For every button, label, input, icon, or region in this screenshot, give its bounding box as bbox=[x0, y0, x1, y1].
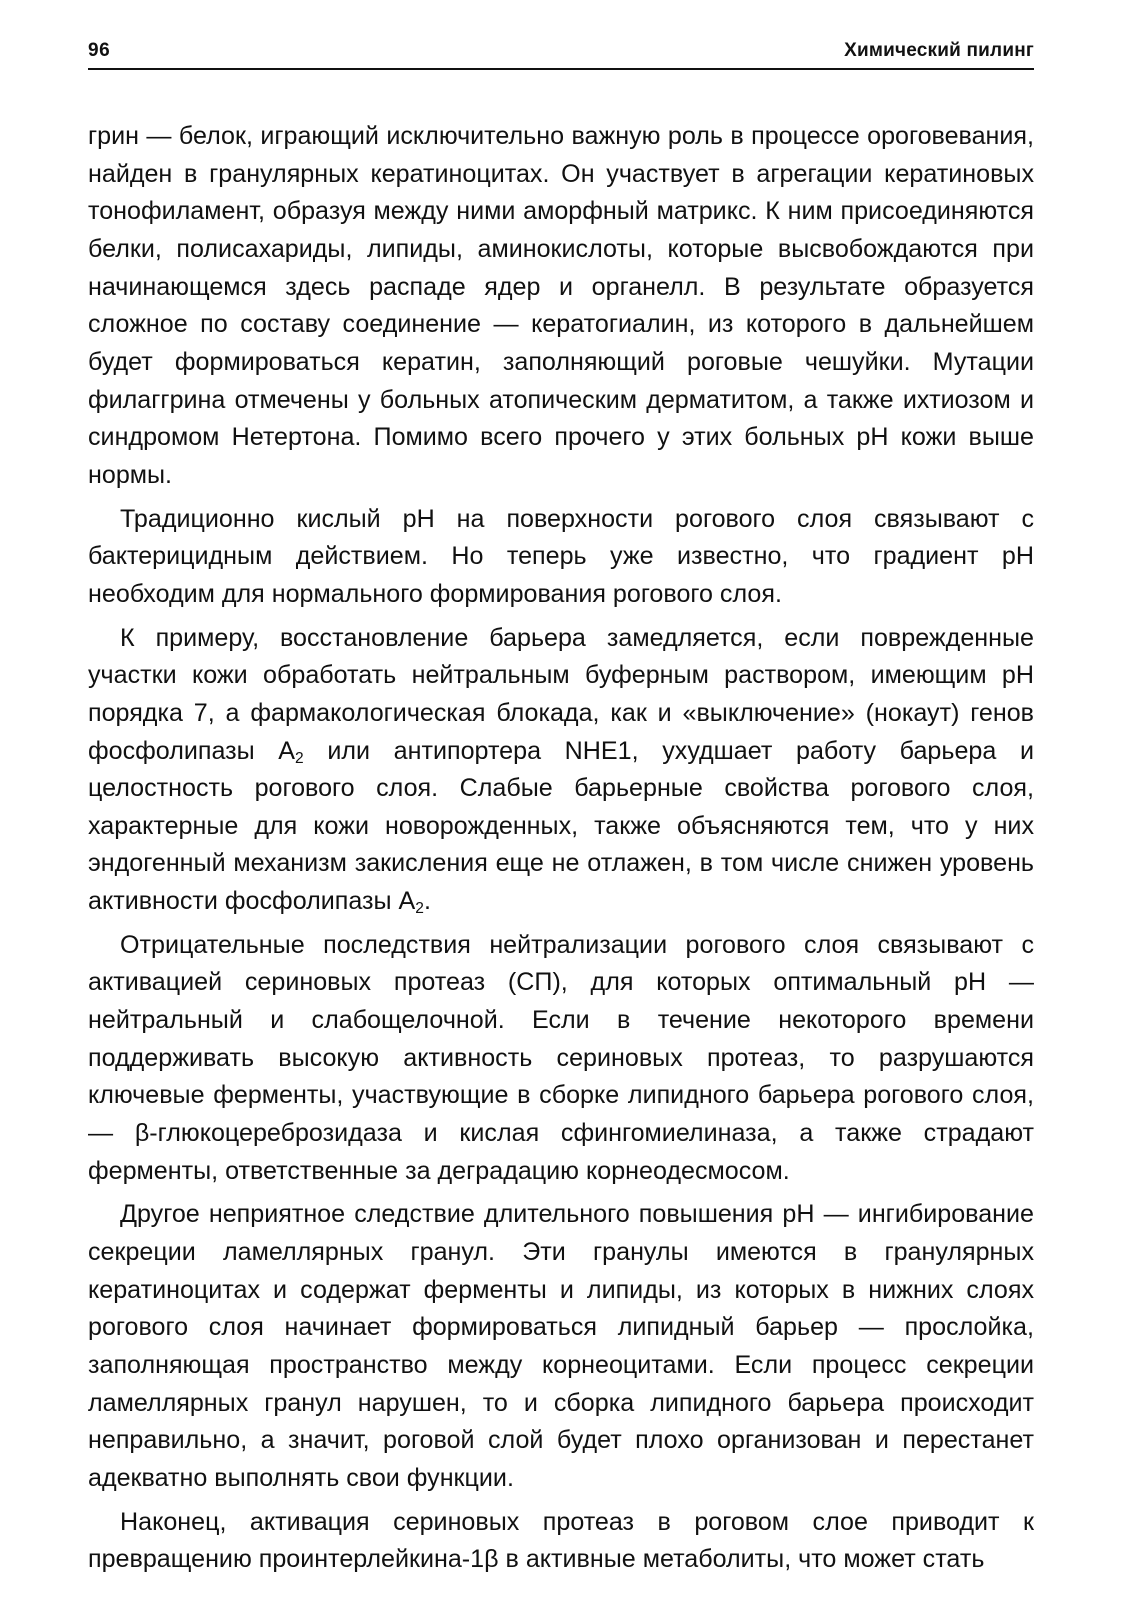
paragraph-6: Наконец, активация сериновых протеаз в роговом слое приводит к превращению проинтерлейкина-1β в активные метаболиты, что может стать bbox=[88, 1507, 1034, 1574]
page-body bbox=[88, 118, 1034, 1579]
paragraph-1: грин — белок, играющий исключительно важную роль в процессе ороговевания, найден в гранулярных кератиноцитах. Он участвует в агрегации кератиновых тонофиламент, образуя между ними аморфный матрикс. К ним присоединяются белки, полисахариды, липиды, аминокислоты, которые высвобождаются при начинающемся здесь распаде ядер и органелл. В результате образуется сложное по составу соединение — кератогиалин, из которого в дальнейшем будет формироваться кератин, заполняющий роговые чешуйки. Мутации филаггрина отмечены у больных атопическим дерматитом, а также ихтиозом и синдромом Нетертона. Помимо всего прочего у этих больных pH кожи выше нормы. bbox=[88, 122, 1034, 489]
page-number: 96 bbox=[88, 40, 111, 61]
paragraph-5: Другое неприятное следствие длительного повышения pH — ингибирование секреции ламеллярных гранул. Эти гранулы имеются в гранулярных кератиноцитах и содержат ферменты и липиды, из которых в нижних слоях рогового слоя начинает формироваться липидный барьер — прослойка, заполняющая пространство между корнеоцитами. Если процесс секреции ламеллярных гранул нарушен, то и сборка липидного барьера происходит неправильно, а значит, роговой слой будет плохо организован и перестанет адекватно выполнять свои функции. bbox=[88, 1200, 1034, 1492]
subscript-2: 2 bbox=[415, 900, 424, 917]
subscript-2: 2 bbox=[295, 749, 304, 767]
paragraph-4: Отрицательные последствия нейтрализации рогового слоя связывают с активацией сериновых протеаз (СП), для которых оптимальный pH — нейтральный и слабощелочной. Если в течение некоторого времени поддерживать высокую активность сериновых протеаз, то разрушаются ключевые ферменты, участвующие в сборке липидного барьера рогового слоя, — β-глюкоцереброзидаза и кислая сфингомиелиназа, а также страдают ферменты, ответственные за деградацию корнеодесмосом. bbox=[88, 930, 1034, 1185]
running-title: Химический пилинг bbox=[844, 40, 1034, 61]
book-page bbox=[88, 30, 1034, 1580]
paragraph-3 bbox=[88, 620, 1034, 921]
paragraph-3-text-1: К примеру, восстановление барьера замедляется, если поврежденные участки кожи обработать нейтральным буферным раствором, имеющим pH порядка 7, а фармакологическая блокада, как и «выключение» (нокаут) генов фосфолипазы A bbox=[88, 623, 1034, 765]
paragraph-3-text-2: или антипортера NHE1, ухудшает работу барьера и целостность рогового слоя. Слабые барьерные свойства рогового слоя, характерные для кожи новорожденных, также объясняются тем, что у них эндогенный механизм закисления еще не отлажен, в том числе снижен уровень активности фосфолипазы A bbox=[88, 736, 1034, 916]
paragraph-2: Традиционно кислый pH на поверхности рогового слоя связывают с бактерицидным действием. Но теперь уже известно, что градиент pH необходим для нормального формирования рогового слоя. bbox=[88, 504, 1034, 608]
paragraph-3-text-3: . bbox=[423, 887, 431, 916]
page-header bbox=[88, 30, 1034, 70]
